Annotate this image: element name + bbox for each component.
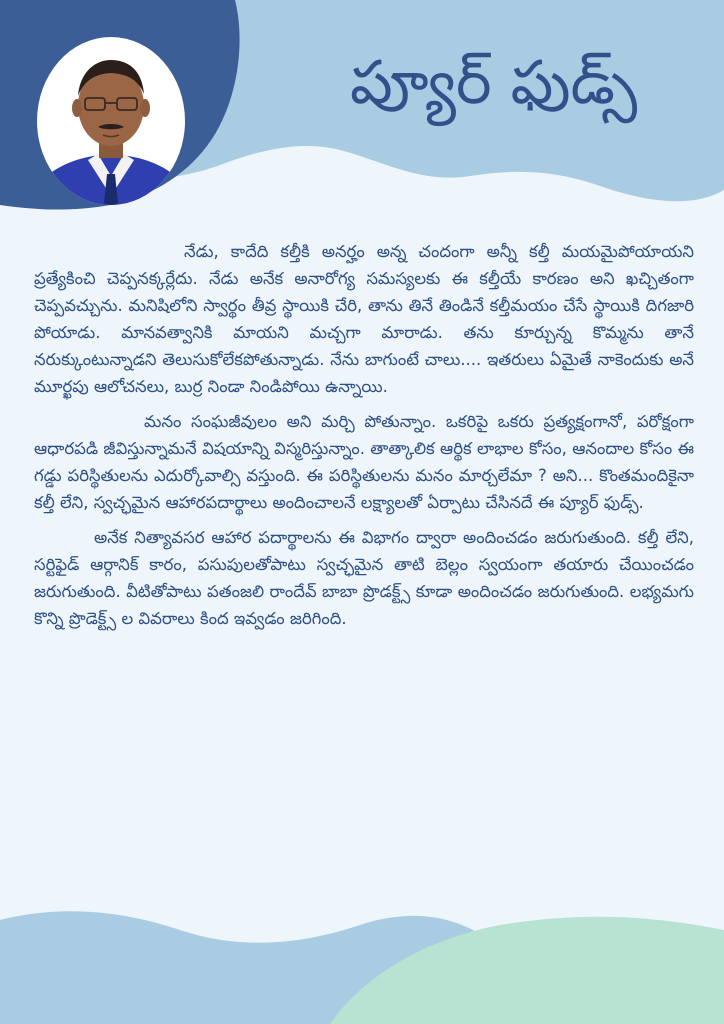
paragraph-2: మనం సంఘజీవులం అని మర్చి పోతున్నాం. ఒకరిపై ఒకరు ప్రత్యక్షంగానో, పరోక్షంగా ఆధారపడి జీవిస్తున్నామనే విషయాన్ని విస్మరిస్తున్నాం. తాత్కాలిక ఆర్థిక లాభాల కోసం, ఆనందాల కోసం ఈ గడ్డు పరిస్థితులను ఎదుర్కోవాల్సి వస్తుంది. ఈ పరిస్థితులను మనం మార్చలేమా ? అని... కొంతమందికైనా కల్తీ లేని, స్వచ్ఛమైన ఆహారపదార్థాలు అందించాలనే లక్ష్యాలతో ఏర్పాటు చేసినదే ఈ ప్యూర్ ఫుడ్స్. bbox=[34, 412, 694, 512]
paragraph-1: నేడు, కాదేది కల్తీకి అనర్హం అన్న చందంగా అన్నీ కల్తీ మయమైపోయాయని ప్రత్యేకించి చెప్పనక్కర్లేదు. నేడు అనేక అనారోగ్య సమస్యలకు ఈ కల్తీయే కారణం అని ఖచ్చితంగా చెప్పవచ్చును. మనిషిలోని స్వార్థం తీవ్ర స్థాయికి చేరి, తాను తినే తిండినే కల్తీమయం చేసే స్థాయికి దిగజారి పోయాడు. మానవత్వానికి మాయని మచ్చగా మారాడు. తను కూర్చున్న కొమ్మను తానే నరుక్కుంటున్నాడని తెలుసుకోలేకపోతున్నాడు. నేను బాగుంటే చాలు.... ఇతరులు ఏమైతే నాకెందుకు అనే మూర్ఖపు ఆలోచనలు, బుర్ర నిండా నిండిపోయి ఉన్నాయి. bbox=[34, 242, 694, 396]
page-title: ప్యూర్ ఫుడ్స్ bbox=[350, 48, 638, 118]
author-portrait bbox=[36, 36, 186, 206]
article-body bbox=[34, 238, 694, 640]
paragraph-3: అనేక నిత్యావసర ఆహార పదార్థాలను ఈ విభాగం ద్వారా అందించడం జరుగుతుంది. కల్తీ లేని, సర్టిఫైడ్ ఆర్గానిక్ కారం, పసుపులతోపాటు స్వచ్ఛమైన తాటి బెల్లం స్వయంగా తయారు చేయించడం జరుగుతుంది. వీటితోపాటు పతంజలి రాందేవ్ బాబా ప్రొడక్ట్స్ కూడా అందించడం జరుగుతుంది. లభ్యమగు కొన్ని ప్రొడెక్ట్స్ ల వివరాలు కింద ఇవ్వడం జరిగింది. bbox=[34, 528, 694, 628]
